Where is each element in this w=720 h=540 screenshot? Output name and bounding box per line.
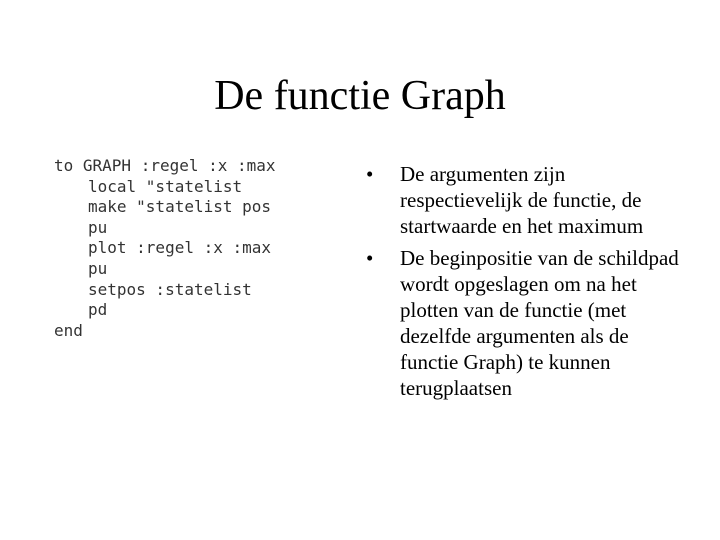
code-line-pd: pd xyxy=(88,300,108,320)
slide-title: De functie Graph xyxy=(214,73,506,119)
bullet-text-arguments: De argumenten zijn respectievelijk de functie, de startwaarde en het maximum xyxy=(400,162,644,238)
code-line-pu: pu xyxy=(88,217,108,237)
code-line-end: end xyxy=(54,320,83,340)
code-line-plot: plot :regel :x :max xyxy=(88,238,272,258)
bullet-list xyxy=(366,161,686,407)
bullet-marker: • xyxy=(366,246,374,270)
code-line-make: make "statelist pos xyxy=(88,197,272,217)
bullet-item-arguments xyxy=(366,161,686,239)
code-line-local: local "statelist xyxy=(88,176,243,196)
code-line-procedure-header: to GRAPH :regel :x :max xyxy=(54,156,276,175)
code-line-setpos: setpos :statelist xyxy=(88,279,252,299)
code-block xyxy=(54,156,276,341)
bullet-text-start-position: De beginpositie van de schildpad wordt opgeslagen om na het plotten van de functie (met dezelfde argumenten als de functie Graph) te kunnen terugplaatsen xyxy=(400,246,679,400)
bullet-item-start-position xyxy=(366,245,686,401)
bullet-marker: • xyxy=(366,162,374,186)
code-line-pu-2: pu xyxy=(88,258,108,278)
